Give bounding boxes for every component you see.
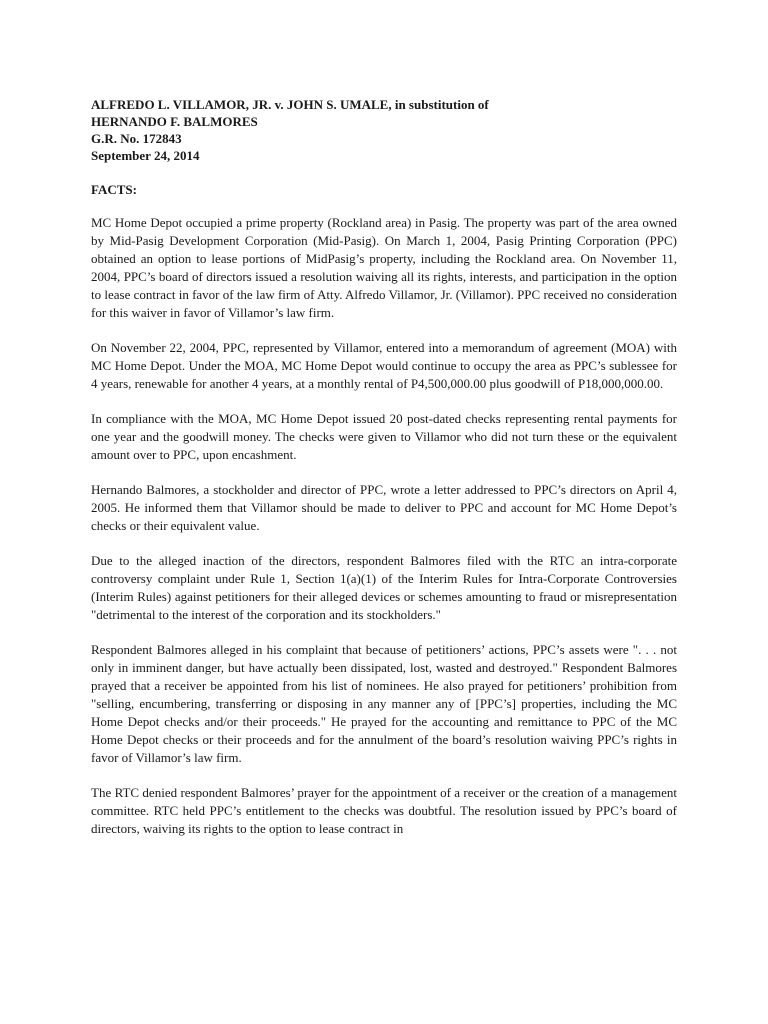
facts-paragraph-7: The RTC denied respondent Balmores’ prayer for the appointment of a receiver or the creation of a management committee. RTC held PPC’s entitlement to the checks was doubtful. The resolution issued by PPC’s board of directors, waiving its rights to the option to lease contract in [91, 785, 677, 836]
facts-paragraph-5: Due to the alleged inaction of the directors, respondent Balmores filed with the RTC an intra-corporate controversy complaint under Rule 1, Section 1(a)(1) of the Interim Rules for Intra-Corporate Controversies (Interim Rules) against petitioners for their alleged devices or schemes amounting to fraud or misrepresentation "detrimental to the interest of the corporation and its stockholders." [91, 553, 677, 622]
case-title-line-2: HERNANDO F. BALMORES [91, 114, 258, 129]
facts-paragraph-2: On November 22, 2004, PPC, represented by Villamor, entered into a memorandum of agreement (MOA) with MC Home Depot. Under the MOA, MC Home Depot would continue to occupy the area as PPC’s sublessee for 4 years, renewable for another 4 years, at a monthly rental of P4,500,000.00 plus goodwill of P18,000,000.00. [91, 340, 677, 391]
case-date: September 24, 2014 [91, 148, 200, 163]
facts-paragraph-4: Hernando Balmores, a stockholder and director of PPC, wrote a letter addressed to PPC’s directors on April 4, 2005. He informed them that Villamor should be made to deliver to PPC and account for MC Home Depot’s checks or their equivalent value. [91, 482, 677, 533]
document-page [91, 96, 677, 838]
facts-heading: FACTS: [91, 182, 137, 197]
facts-paragraph-6: Respondent Balmores alleged in his complaint that because of petitioners’ actions, PPC’s assets were ". . . not only in imminent danger, but have actually been dissipated, lost, wasted and destroyed." Respondent Balmores prayed that a receiver be appointed from his list of nominees. He also prayed for petitioners’ prohibition from "selling, encumbering, transferring or disposing in any manner any of [PPC’s] properties, including the MC Home Depot checks and/or their proceeds." He prayed for the accounting and remittance to PPC of the MC Home Depot checks or their proceeds and for the annulment of the board’s resolution waiving PPC’s rights in favor of Villamor’s law firm. [91, 642, 677, 765]
case-caption [91, 96, 677, 164]
case-title-line-1: ALFREDO L. VILLAMOR, JR. v. JOHN S. UMALE, in substitution of [91, 97, 489, 112]
facts-paragraph-3: In compliance with the MOA, MC Home Depot issued 20 post-dated checks representing rental payments for one year and the goodwill money. The checks were given to Villamor who did not turn these or the equivalent amount over to PPC, upon encashment. [91, 411, 677, 462]
facts-paragraph-1: MC Home Depot occupied a prime property (Rockland area) in Pasig. The property was part of the area owned by Mid-Pasig Development Corporation (Mid-Pasig). On March 1, 2004, Pasig Printing Corporation (PPC) obtained an option to lease portions of MidPasig’s property, including the Rockland area. On November 11, 2004, PPC’s board of directors issued a resolution waiving all its rights, interests, and participation in the option to lease contract in favor of the law firm of Atty. Alfredo Villamor, Jr. (Villamor). PPC received no consideration for this waiver in favor of Villamor’s law firm. [91, 215, 678, 320]
case-gr-number: G.R. No. 172843 [91, 131, 182, 146]
